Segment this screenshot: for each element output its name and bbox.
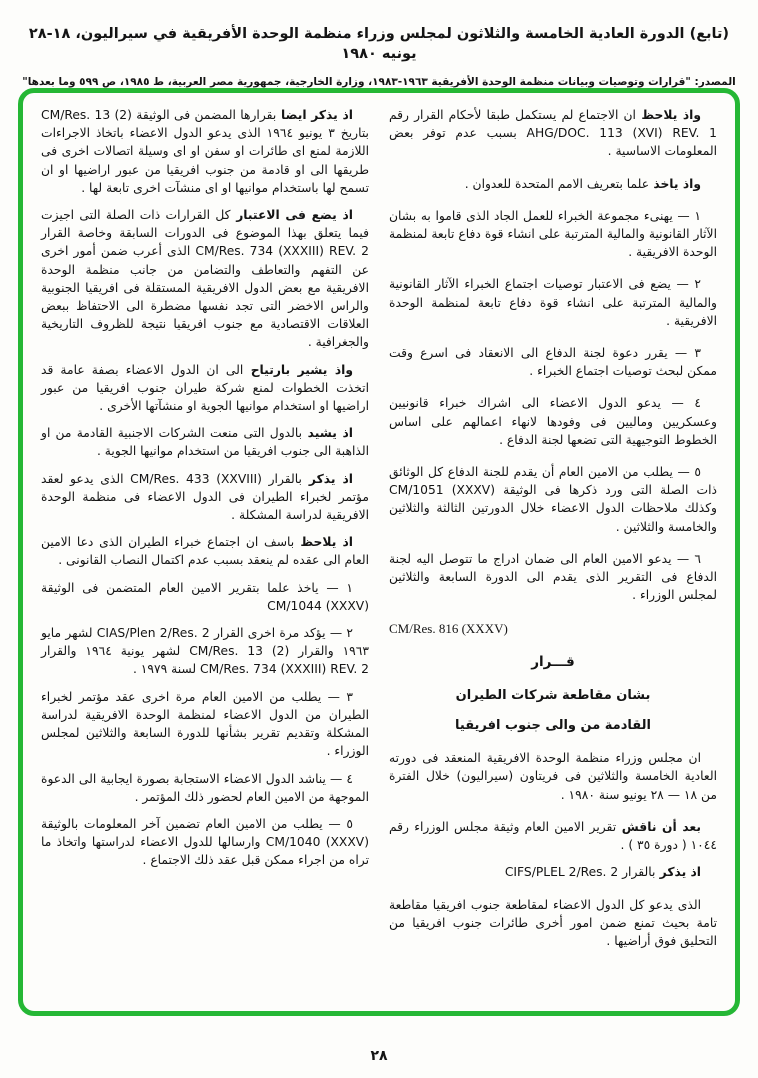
paragraph: ٢ — يؤكد مرة اخرى القرار CIAS/Plen 2/Res. 2 لشهر مايو ١٩٦٣ والقرار CM/Res. 13 (2) لشهر يونية ١٩٦٤ والقرار CM/Res. 734 (XXXIII) REV. 2 لسنة ١٩٧٩ . — [41, 626, 369, 677]
paragraph: ٤ — يدعو الدول الاعضاء الى اشراك خبراء قانونيين وعسكريين وماليين فى وفودها لانهاء اعمالهم على اساس الخطوط التوجيهية التى تضعها لجنة الدفاع . — [389, 396, 717, 447]
paragraph: اذ يلاحظ باسف ان اجتماع خبراء الطيران الذى دعا الامين العام الى عقده لم ينعقد بسبب عدم اكتمال النصاب القانونى . — [41, 535, 369, 568]
paragraph-lead: واذ ياخذ — [649, 176, 701, 191]
page-footer — [0, 1045, 758, 1064]
paragraph: ٦ — يدعو الامين العام الى ضمان ادراج ما تتوصل اليه لجنة الدفاع فى التقرير الذى يقدم الى الدورة السابعة والثلاثين لمجلس الوزراء . — [389, 551, 717, 603]
paragraph: ٥ — يطلب من الامين العام تضمين آخر المعلومات بالوثيقة CM/1040 (XXXV) وارسالها للدول الاعضاء لدراستها واتخاذ ما تراه من اجراء ممكن قبل عقد ذلك الاجتماع . — [41, 816, 369, 868]
paragraph-lead: اذ يضع فى الاعتبار — [230, 208, 353, 223]
paragraph: واذ ياخذ علما بتعريف الامم المتحدة للعدوان . — [464, 176, 701, 191]
paragraph: CM/Res. 816 (XXXV) — [389, 621, 508, 637]
paragraph-lead: اذ يلاحظ — [294, 535, 353, 550]
paragraph-lead: اذ يشيد — [302, 426, 353, 441]
paragraph-lead: واذ يشير بارتياح — [243, 362, 353, 377]
paragraph: ١ — ياخذ علما بتقرير الامين العام المتضمن فى الوثيقة CM/1044 (XXXV) — [41, 580, 369, 613]
paragraph: واذ يلاحظ ان الاجتماع لم يستكمل طبقا لأحكام القرار رقم AHG/DOC. 113 (XVI) REV. 1 بسبب عدم توفر بعض المعلومات الاساسية . — [389, 108, 717, 159]
paragraph: ٣ — يطلب من الامين العام مرة اخرى عقد مؤتمر لخبراء الطيران من الدول الاعضاء لمنظمة الوحدة الافريقية لدراسة المشكلة وتقديم تقرير بشأنها للدورة السابعة والثلاثين لمجلس الوزراء . — [41, 689, 369, 759]
paragraph: اذ يشيد بالدول التى منعت الشركات الاجنبية القادمة من او الذاهبة الى جنوب افريقيا من استخدام موانيها الجوية . — [41, 426, 369, 459]
paragraph: بشان مقاطعة شركات الطيران — [455, 687, 651, 703]
paragraph: اذ يذكر ايضا بقرارها المضمن فى الوثيقة CM/Res. 13 (2) بتاريخ ٣ يونيو ١٩٦٤ الذى يدعو الدول الاعضاء باتخاذ الاجراءات اللازمة لمنع اى طائرات او سفن او اى وسيلة اتصالات اخرى فى طريقها الى او قادمة من جنوب افريقيا من عبور اراضيها او ان تسمح لها باستخدام موانيها او اى منشآت اخرى تابعة لها . — [41, 108, 369, 195]
column-left — [41, 106, 369, 1001]
paragraph: اذ يذكر بالقرار CIFS/PLEL 2/Res. 2 — [504, 865, 701, 880]
paragraph: القادمة من والى جنوب افريقيا — [455, 718, 651, 734]
paragraph-lead: واذ يلاحظ — [635, 108, 701, 122]
paragraph: واذ يشير بارتياح الى ان الدول الاعضاء بصفة عامة قد اتخذت الخطوات لمنع شركة طيران جنوب افريقيا من عبور اراضيها او استخدام موانيها الجوية او منشآتها الأخرى . — [41, 362, 369, 414]
column-right — [389, 106, 717, 1001]
paragraph: بعد أن ناقش تقرير الامين العام وثيقة مجلس الوزراء رقم ١٠٤٤ ( دورة ٣٥ ) . — [389, 819, 717, 853]
paragraph: الذى يدعو كل الدول الاعضاء لمقاطعة جنوب افريقيا مقاطعة تامة بحيث تمنع ضمن امور أخرى طائرات جنوب افريقيا من التحليق فوق أراضيها . — [389, 897, 717, 948]
paragraph: ٣ — يقرر دعوة لجنة الدفاع الى الانعقاد فى اسرع وقت ممكن لبحث توصيات اجتماع الخبراء . — [389, 346, 717, 379]
paragraph-lead: اذ يذكر — [655, 865, 701, 880]
source-citation: المصدر: "قرارات وتوصيات وبيانات منظمة الوحدة الأفريقية ١٩٦٣-١٩٨٣، وزارة الخارجية، جمهورية مصر العربية، ط ١٩٨٥، ص ٥٩٩ وما بعدها" — [22, 75, 736, 88]
paragraph: ٢ — يضع فى الاعتبار توصيات اجتماع الخبراء الآثار القانونية والمالية المترتبة على انشاء قوة دفاع تابعة لمنظمة الوحدة الافريقية . — [389, 277, 717, 328]
paragraph: اذ يضع فى الاعتبار كل القرارات ذات الصلة التى اجيزت فيما يتعلق بهذا الموضوع فى الدورات السابقة وخاصة القرار CM/Res. 734 (XXXIII) REV. 2 الذى أعرب ضمن أمور اخرى عن التفهم والتعاطف والتضامن من جانب منظمة الوحدة الافريقية مع بعض الدول الافريقية المستقلة فى افريقيا الجنوبية والراس الاخضر التى تجد نفسها مضطرة الى الاحتفاظ ببعض العلاقات الاقتصادية مع جنوب افريقيا نتيجة للظروف التاريخية والجغرافية . — [41, 208, 369, 350]
page-header — [0, 24, 758, 89]
paragraph: ان مجلس وزراء منظمة الوحدة الافريقية المنعقد فى دورته العادية الخامسة والثلاثين فى فريتاون (سيراليون) خلال الفترة من ١٨ — ٢٨ يونيو سنة ١٩٨٠ . — [389, 751, 717, 802]
two-column-layout — [41, 106, 717, 1001]
session-title: (تابع) الدورة العادية الخامسة والثلاثون لمجلس وزراء منظمة الوحدة الأفريقية في سيراليون، ١٨-٢٨ يونيه ١٩٨٠ — [28, 26, 730, 63]
page-number: ٢٨ — [370, 1048, 388, 1064]
paragraph: ٤ — يناشد الدول الاعضاء الاستجابة بصورة ايجابية الى الدعوة الموجهة من الامين العام لحضور ذلك المؤتمر . — [41, 771, 369, 804]
paragraph-lead: بعد أن ناقش — [616, 819, 701, 834]
green-border-frame — [18, 88, 740, 1016]
paragraph: ١ — يهنىء مجموعة الخبراء للعمل الجاد الذى قاموا به بشان الآثار القانونية والمالية المترتبة على انشاء قوة دفاع تابعة لمنظمة الوحدة الافريقية . — [389, 208, 717, 260]
paragraph: قـــرار — [531, 653, 575, 670]
paragraph: اذ يذكر بالقرار CM/Res. 433 (XXVIII) الذى يدعو لعقد مؤتمر لخبراء الطيران فى الدول الاعضاء فى منظمة الوحدة الافريقية لدراسة المشكلة . — [41, 471, 369, 523]
paragraph-lead: اذ يذكر ايضا — [276, 108, 353, 122]
paragraph-lead: اذ يذكر — [301, 471, 354, 486]
paragraph: ٥ — يطلب من الامين العام أن يقدم للجنة الدفاع كل الوثائق ذات الصلة التى ورد ذكرها فى الوثيقة CM/1051 (XXXV) وكذلك ملاحظات الدول الاعضاء خلال الدورتين الثالثة والثلاثين والخامسة والثلاثين . — [389, 465, 718, 534]
